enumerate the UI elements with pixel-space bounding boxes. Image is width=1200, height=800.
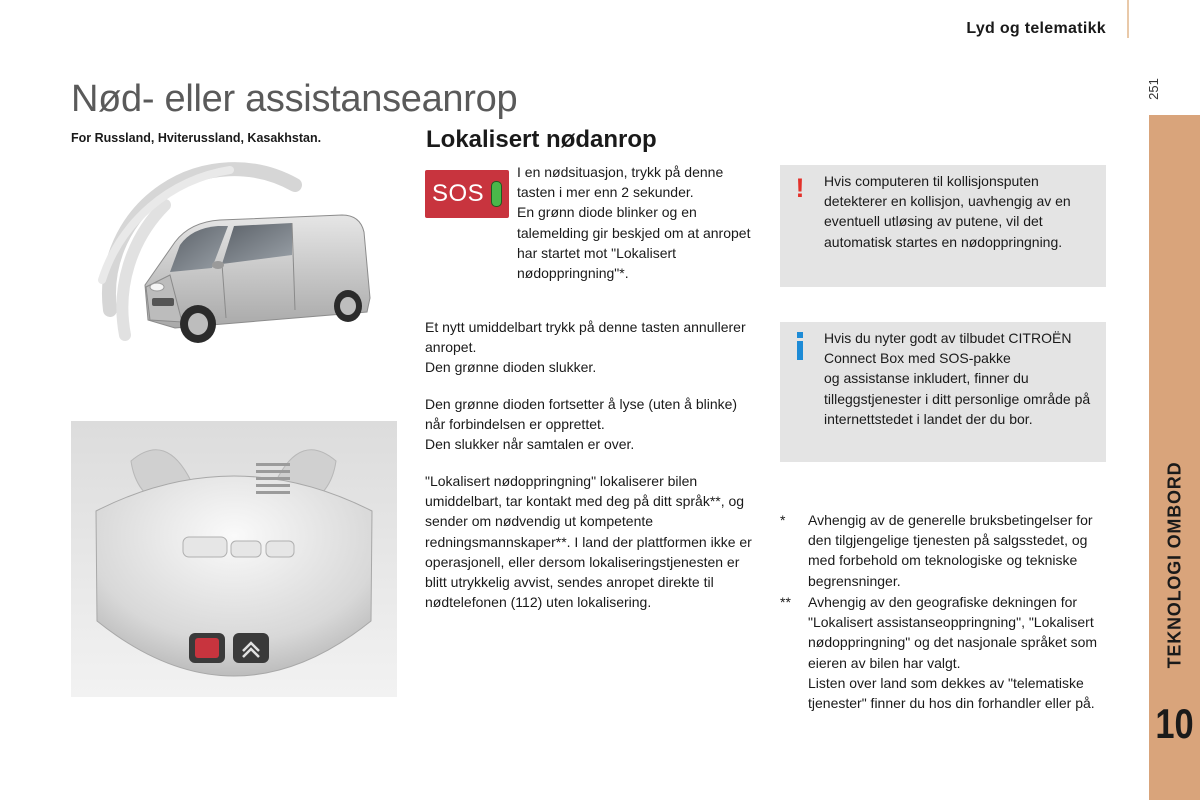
info-icon bbox=[793, 330, 807, 360]
paragraph-press-instructions: I en nødsituasjon, trykk på denne tasten i mer enn 2 sekunder. En grønn diode blinker og en talemelding gir beskjed om at anropet har startet mot "Lokalisert nødoppringning"*. bbox=[517, 164, 751, 282]
section-title: Lokalisert nødanrop bbox=[426, 126, 657, 153]
info-text: Hvis du nyter godt av tilbudet CITROËN Connect Box med SOS-pakke og assistanse inkludert, finner du tilleggstjenester i ditt personlige område på internettstedet i landet der du bor. bbox=[824, 330, 1091, 427]
page-title: Nød- eller assistanseanrop bbox=[71, 78, 518, 120]
warning-callout bbox=[780, 165, 1106, 287]
footnote-text: Avhengig av den geografiske dekningen for "Lokalisert assistanseoppringning", "Lokalisert nødoppringning" og det nasjonale språket som eieren av bilen har valgt. Listen over land som dekkes av "telematiske tjenester" finner du hos din forhandler eller på. bbox=[808, 594, 1098, 712]
info-callout bbox=[780, 322, 1106, 462]
chapter-tab-label: TEKNOLOGI OMBORD bbox=[1164, 461, 1184, 669]
running-header-section: Lyd og telematikk bbox=[966, 20, 1106, 37]
warning-text: Hvis computeren til kollisjonsputen detekterer en kollisjon, uavhengig av en eventuell utløsing av putene, vil det automatisk startes en nødoppringning. bbox=[824, 173, 1071, 250]
footnote-mark: * bbox=[780, 512, 786, 528]
roof-console-photo bbox=[71, 421, 397, 697]
paragraph-localised-call: "Lokalisert nødoppringning" lokaliserer bilen umiddelbart, tar kontakt med deg på ditt språk**, og sender om nødvendig ut kompetente redningsmannskaper**. I land der plattformen ikke er operasjonell, eller dersom lokaliseringstjenesten er blitt utrykkelig avvist, sendes anropet direkte til nødtelefonen (112) uten lokalisering. bbox=[425, 473, 752, 611]
header-divider bbox=[1127, 0, 1129, 38]
sos-label: SOS bbox=[432, 180, 485, 207]
paragraph-connection-led: Den grønne dioden fortsetter å lyse (uten å blinke) når forbindelsen er opprettet. Den slukker når samtalen er over. bbox=[425, 396, 738, 453]
sos-led-icon bbox=[491, 181, 502, 207]
van-illustration bbox=[80, 160, 400, 390]
paragraph-cancel-call: Et nytt umiddelbart trykk på denne tasten annullerer anropet. Den grønne dioden slukker. bbox=[425, 319, 746, 376]
chapter-number: 10 bbox=[1155, 700, 1194, 747]
page-number: 251 bbox=[1146, 78, 1161, 100]
footnote-text: Avhengig av de generelle bruksbetingelser for den tilgjengelige tjenesten på salgsstedet, og med forbehold om teknologiske og tekniske begrensninger. bbox=[808, 512, 1093, 589]
sos-button-image bbox=[425, 170, 509, 218]
footnote-mark: ** bbox=[780, 594, 791, 610]
exclamation-icon: ! bbox=[795, 173, 805, 203]
region-note: For Russland, Hviterussland, Kasakhstan. bbox=[71, 131, 322, 145]
